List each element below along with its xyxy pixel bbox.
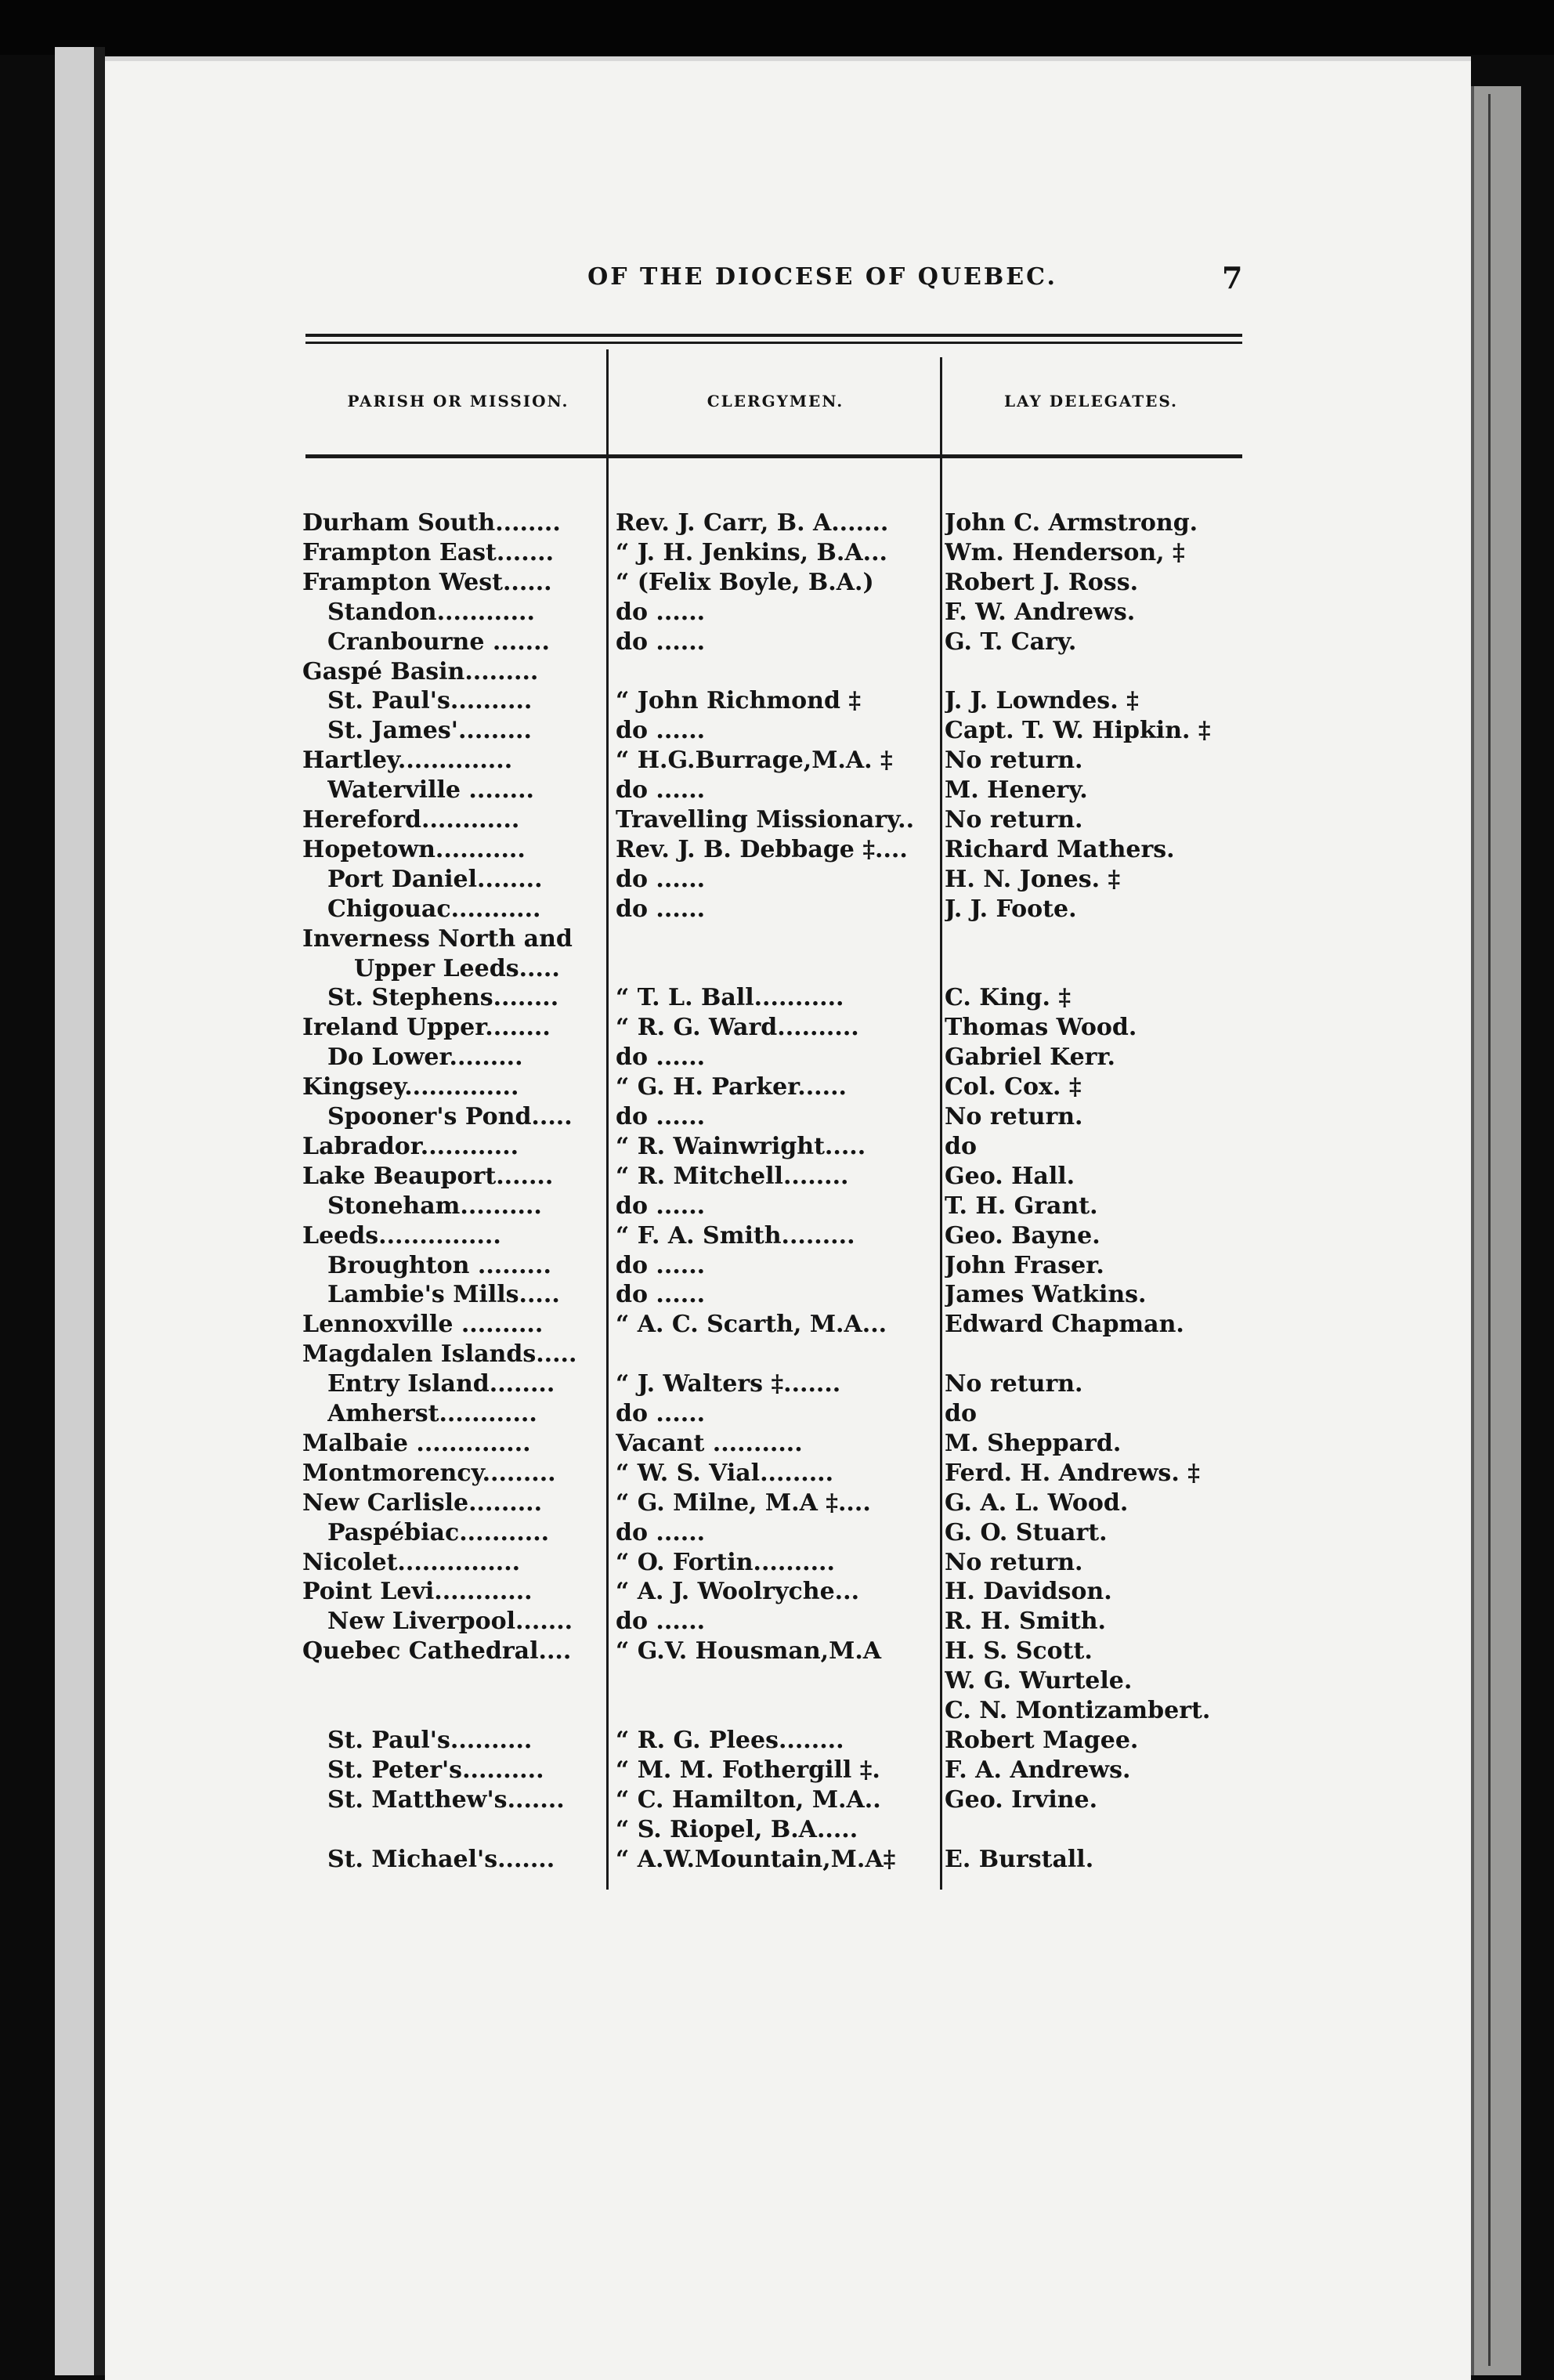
table-row <box>0 599 1554 627</box>
delegate-cell: Geo. Bayne. <box>945 1222 1100 1250</box>
table-row <box>0 984 1554 1012</box>
table-row <box>0 1044 1554 1072</box>
delegate-cell: T. H. Grant. <box>945 1192 1098 1220</box>
delegate-cell: M. Sheppard. <box>945 1430 1122 1457</box>
delegate-cell: Ferd. H. Andrews. ‡ <box>945 1459 1200 1487</box>
table-row <box>0 1608 1554 1636</box>
parish-cell: St. Paul's.......... <box>327 1727 533 1754</box>
clergy-cell: do ...... <box>616 1519 706 1546</box>
parish-cell: St. James'......... <box>327 717 532 744</box>
table-row <box>0 895 1554 924</box>
parish-cell: New Liverpool....... <box>327 1608 573 1635</box>
delegate-cell: M. Henery. <box>945 776 1088 804</box>
clergy-cell: Rev. J. Carr, B. A....... <box>616 509 889 537</box>
clergy-cell: “ T. L. Ball........... <box>616 984 844 1011</box>
parish-cell: Entry Island........ <box>327 1370 555 1398</box>
clergy-cell: do ...... <box>616 1044 706 1071</box>
clergy-cell: “ (Felix Boyle, B.A.) <box>616 569 874 596</box>
parish-cell: Frampton East....... <box>302 539 555 566</box>
clergy-cell: “ H.G.Burrage,M.A. ‡ <box>616 747 893 774</box>
parish-cell: Port Daniel........ <box>327 866 543 893</box>
clergy-cell: “ O. Fortin.......... <box>616 1549 835 1576</box>
table-row <box>0 1756 1554 1785</box>
clergy-cell: “ A. J. Woolryche... <box>616 1578 860 1605</box>
table-row <box>0 1340 1554 1369</box>
table-row <box>0 1816 1554 1844</box>
delegate-cell: E. Burstall. <box>945 1846 1094 1873</box>
clergy-cell: Travelling Missionary.. <box>616 806 915 834</box>
delegate-cell: H. Davidson. <box>945 1578 1112 1605</box>
parish-cell: Amherst............ <box>327 1400 537 1427</box>
running-title: OF THE DIOCESE OF QUEBEC. <box>587 263 1057 291</box>
table-row <box>0 1192 1554 1221</box>
clergy-cell: “ G.V. Housman,M.A <box>616 1637 882 1665</box>
parish-cell: Waterville ........ <box>327 776 534 804</box>
parish-cell: Kingsey.............. <box>302 1073 519 1101</box>
table-row <box>0 747 1554 775</box>
delegate-cell: No return. <box>945 806 1083 834</box>
delegate-cell: No return. <box>945 747 1083 774</box>
delegate-cell: Robert J. Ross. <box>945 569 1139 596</box>
parish-cell: New Carlisle......... <box>302 1489 543 1517</box>
table-row <box>0 1014 1554 1042</box>
table-row <box>0 1430 1554 1458</box>
parish-cell: Frampton West...... <box>302 569 552 596</box>
delegate-cell: No return. <box>945 1370 1083 1398</box>
delegate-cell: Robert Magee. <box>945 1727 1139 1754</box>
delegate-cell: G. A. L. Wood. <box>945 1489 1129 1517</box>
clergy-cell: “ W. S. Vial......... <box>616 1459 834 1487</box>
delegate-cell: J. J. Lowndes. ‡ <box>945 687 1139 714</box>
parish-cell: Malbaie .............. <box>302 1430 531 1457</box>
table-row <box>0 1846 1554 1874</box>
parish-cell: Upper Leeds..... <box>354 955 560 982</box>
table-row <box>0 1311 1554 1339</box>
clergy-cell: do ...... <box>616 866 706 893</box>
delegate-cell: do <box>945 1133 977 1160</box>
delegate-cell: John C. Armstrong. <box>945 509 1198 537</box>
clergy-cell: do ...... <box>616 628 706 656</box>
delegate-cell: Capt. T. W. Hipkin. ‡ <box>945 717 1211 744</box>
parish-cell: Do Lower......... <box>327 1044 523 1071</box>
clergy-cell: “ R. Wainwright..... <box>616 1133 866 1160</box>
delegate-cell: Wm. Henderson, ‡ <box>945 539 1185 566</box>
parish-cell: Leeds............... <box>302 1222 501 1250</box>
column-header-clergy: CLERGYMEN. <box>707 392 844 411</box>
table-row <box>0 866 1554 894</box>
delegate-cell: John Fraser. <box>945 1252 1104 1279</box>
table-row <box>0 1489 1554 1517</box>
parish-cell: Broughton ......... <box>327 1252 551 1279</box>
delegate-cell: James Watkins. <box>945 1281 1147 1308</box>
table-row <box>0 1252 1554 1280</box>
clergy-cell: do ...... <box>616 1400 706 1427</box>
clergy-cell: “ J. H. Jenkins, B.A... <box>616 539 887 566</box>
delegate-cell: F. A. Andrews. <box>945 1756 1131 1784</box>
clergy-cell: do ...... <box>616 895 706 923</box>
parish-cell: Ireland Upper........ <box>302 1014 551 1041</box>
clergy-cell: do ...... <box>616 1608 706 1635</box>
delegate-cell: No return. <box>945 1103 1083 1130</box>
delegate-cell: G. O. Stuart. <box>945 1519 1108 1546</box>
table-row <box>0 658 1554 686</box>
header-rule-bottom <box>305 342 1242 344</box>
table-row <box>0 1667 1554 1695</box>
parish-cell: Lambie's Mills..... <box>327 1281 560 1308</box>
parish-cell: Point Levi............ <box>302 1578 533 1605</box>
clergy-cell: “ C. Hamilton, M.A.. <box>616 1786 881 1814</box>
table-row <box>0 1103 1554 1131</box>
table-row <box>0 687 1554 715</box>
clergy-cell: “ R. G. Ward.......... <box>616 1014 859 1041</box>
clergy-cell: “ John Richmond ‡ <box>616 687 862 714</box>
parish-cell: Quebec Cathedral.... <box>302 1637 572 1665</box>
parish-cell: Durham South........ <box>302 509 561 537</box>
page-number: 7 <box>1222 260 1243 295</box>
scan-border-top <box>0 0 1554 55</box>
parish-cell: Spooner's Pond..... <box>327 1103 573 1130</box>
clergy-cell: do ...... <box>616 1252 706 1279</box>
parish-cell: Hopetown........... <box>302 836 526 863</box>
table-row <box>0 1549 1554 1577</box>
table-row <box>0 569 1554 597</box>
clergy-cell: “ M. M. Fothergill ‡. <box>616 1756 880 1784</box>
table-row <box>0 1578 1554 1606</box>
parish-cell: Labrador............ <box>302 1133 519 1160</box>
parish-cell: Lennoxville .......... <box>302 1311 544 1338</box>
delegate-cell: do <box>945 1400 977 1427</box>
table-row <box>0 1727 1554 1755</box>
clergy-cell: “ A. C. Scarth, M.A... <box>616 1311 887 1338</box>
clergy-cell: “ F. A. Smith......... <box>616 1222 855 1250</box>
parish-cell: St. Paul's.......... <box>327 687 533 714</box>
table-row <box>0 776 1554 805</box>
table-row <box>0 1370 1554 1398</box>
delegate-cell: Geo. Irvine. <box>945 1786 1098 1814</box>
delegate-cell: Thomas Wood. <box>945 1014 1137 1041</box>
clergy-cell: “ R. G. Plees........ <box>616 1727 844 1754</box>
table-row <box>0 1400 1554 1428</box>
clergy-cell: do ...... <box>616 1192 706 1220</box>
delegate-cell: H. S. Scott. <box>945 1637 1093 1665</box>
table-row <box>0 1222 1554 1250</box>
parish-cell: Nicolet............... <box>302 1549 521 1576</box>
table-row <box>0 1637 1554 1666</box>
table-row <box>0 628 1554 656</box>
delegate-cell: Richard Mathers. <box>945 836 1175 863</box>
delegate-cell: Edward Chapman. <box>945 1311 1184 1338</box>
clergy-cell: do ...... <box>616 1103 706 1130</box>
parish-cell: Lake Beauport....... <box>302 1163 554 1190</box>
header-rule-top <box>305 334 1242 337</box>
table-row <box>0 806 1554 834</box>
table-row <box>0 1073 1554 1101</box>
parish-cell: Stoneham.......... <box>327 1192 542 1220</box>
table-row <box>0 1697 1554 1725</box>
delegate-cell: Gabriel Kerr. <box>945 1044 1115 1071</box>
clergy-cell: “ J. Walters ‡....... <box>616 1370 841 1398</box>
delegate-cell: J. J. Foote. <box>945 895 1077 923</box>
parish-cell: St. Matthew's....... <box>327 1786 565 1814</box>
table-row <box>0 925 1554 953</box>
table-row <box>0 717 1554 745</box>
delegate-cell: F. W. Andrews. <box>945 599 1136 626</box>
parish-cell: Cranbourne ....... <box>327 628 550 656</box>
clergy-cell: do ...... <box>616 1281 706 1308</box>
parish-cell: St. Michael's....... <box>327 1846 555 1873</box>
table-row <box>0 1281 1554 1309</box>
delegate-cell: W. G. Wurtele. <box>945 1667 1133 1695</box>
parish-cell: Paspébiac........... <box>327 1519 550 1546</box>
column-header-rule <box>305 454 1242 458</box>
table-row <box>0 1163 1554 1191</box>
table-row <box>0 1459 1554 1488</box>
clergy-cell: do ...... <box>616 776 706 804</box>
table-row <box>0 539 1554 567</box>
parish-cell: St. Stephens........ <box>327 984 559 1011</box>
clergy-cell: do ...... <box>616 599 706 626</box>
clergy-cell: “ A.W.Mountain,M.A‡ <box>616 1846 896 1873</box>
table-row <box>0 1519 1554 1547</box>
delegate-cell: R. H. Smith. <box>945 1608 1106 1635</box>
column-header-parish: PARISH OR MISSION. <box>347 392 569 411</box>
column-header-delegates: LAY DELEGATES. <box>1003 392 1179 411</box>
clergy-cell: “ G. Milne, M.A ‡.... <box>616 1489 871 1517</box>
delegate-cell: Col. Cox. ‡ <box>945 1073 1082 1101</box>
table-row <box>0 955 1554 983</box>
delegate-cell: Geo. Hall. <box>945 1163 1075 1190</box>
parish-cell: Hartley.............. <box>302 747 513 774</box>
clergy-cell: “ R. Mitchell........ <box>616 1163 849 1190</box>
parish-cell: Montmorency......... <box>302 1459 556 1487</box>
delegate-cell: G. T. Cary. <box>945 628 1077 656</box>
parish-cell: Hereford............ <box>302 806 520 834</box>
table-row <box>0 1133 1554 1161</box>
parish-cell: Gaspé Basin......... <box>302 658 539 685</box>
parish-cell: Standon............ <box>327 599 535 626</box>
clergy-cell: Rev. J. B. Debbage ‡.... <box>616 836 908 863</box>
clergy-cell: “ G. H. Parker...... <box>616 1073 847 1101</box>
delegate-cell: H. N. Jones. ‡ <box>945 866 1121 893</box>
delegate-cell: No return. <box>945 1549 1083 1576</box>
table-row <box>0 1786 1554 1814</box>
parish-cell: Chigouac........... <box>327 895 541 923</box>
clergy-cell: Vacant ........... <box>616 1430 803 1457</box>
delegate-cell: C. N. Montizambert. <box>945 1697 1211 1724</box>
parish-cell: Magdalen Islands..... <box>302 1340 577 1368</box>
parish-cell: Inverness North and <box>302 925 573 953</box>
clergy-cell: do ...... <box>616 717 706 744</box>
table-row <box>0 836 1554 864</box>
clergy-cell: “ S. Riopel, B.A..... <box>616 1816 858 1843</box>
delegate-cell: C. King. ‡ <box>945 984 1072 1011</box>
table-row <box>0 509 1554 537</box>
parish-cell: St. Peter's.......... <box>327 1756 544 1784</box>
